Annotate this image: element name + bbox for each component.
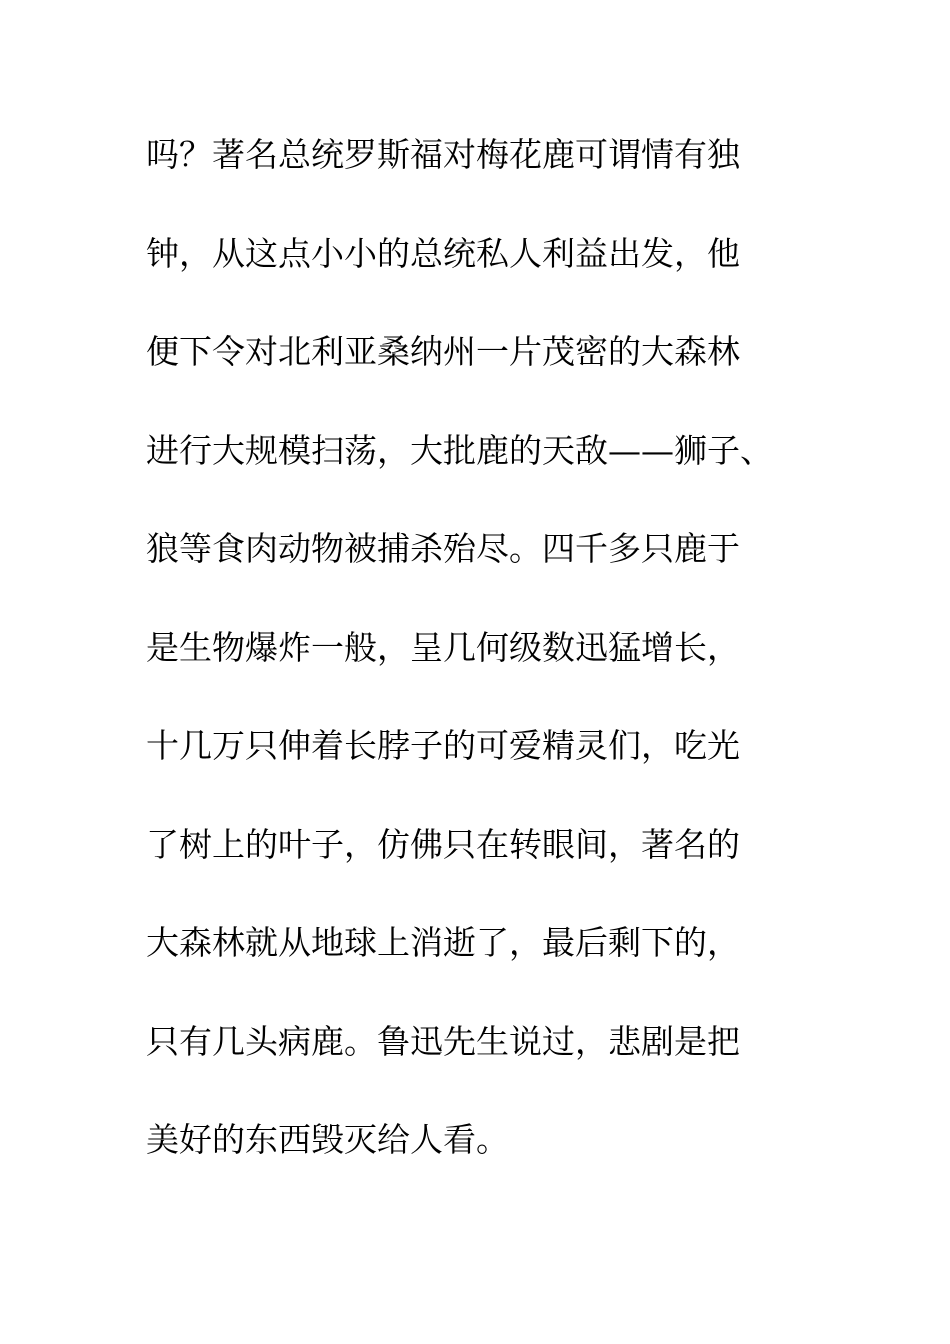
text-line: 狼等食肉动物被捕杀殆尽。四千多只鹿于 <box>146 529 740 568</box>
text-line: 钟，从这点小小的总统私人利益出发，他 <box>146 233 740 273</box>
text-line: 是生物爆炸一般，呈几何级数迅猛增长， <box>146 627 740 667</box>
text-line: 便下令对北利亚桑纳州一片茂密的大森林 <box>146 332 740 371</box>
text-line: 进行大规模扫荡，大批鹿的天敌——狮子、 <box>146 430 773 470</box>
text-line: 美好的东西毁灭给人看。 <box>146 1120 509 1159</box>
text-line: 只有几头病鹿。鲁迅先生说过，悲剧是把 <box>146 1021 740 1061</box>
body-paragraph <box>146 130 826 1214</box>
text-line: 大森林就从地球上消逝了，最后剩下的， <box>146 923 740 962</box>
text-line: 十几万只伸着长脖子的可爱精灵们，吃光 <box>146 726 740 765</box>
text-line: 吗？著名总统罗斯福对梅花鹿可谓情有独 <box>146 135 740 174</box>
text-line: 了树上的叶子，仿佛只在转眼间，著名的 <box>146 824 740 864</box>
